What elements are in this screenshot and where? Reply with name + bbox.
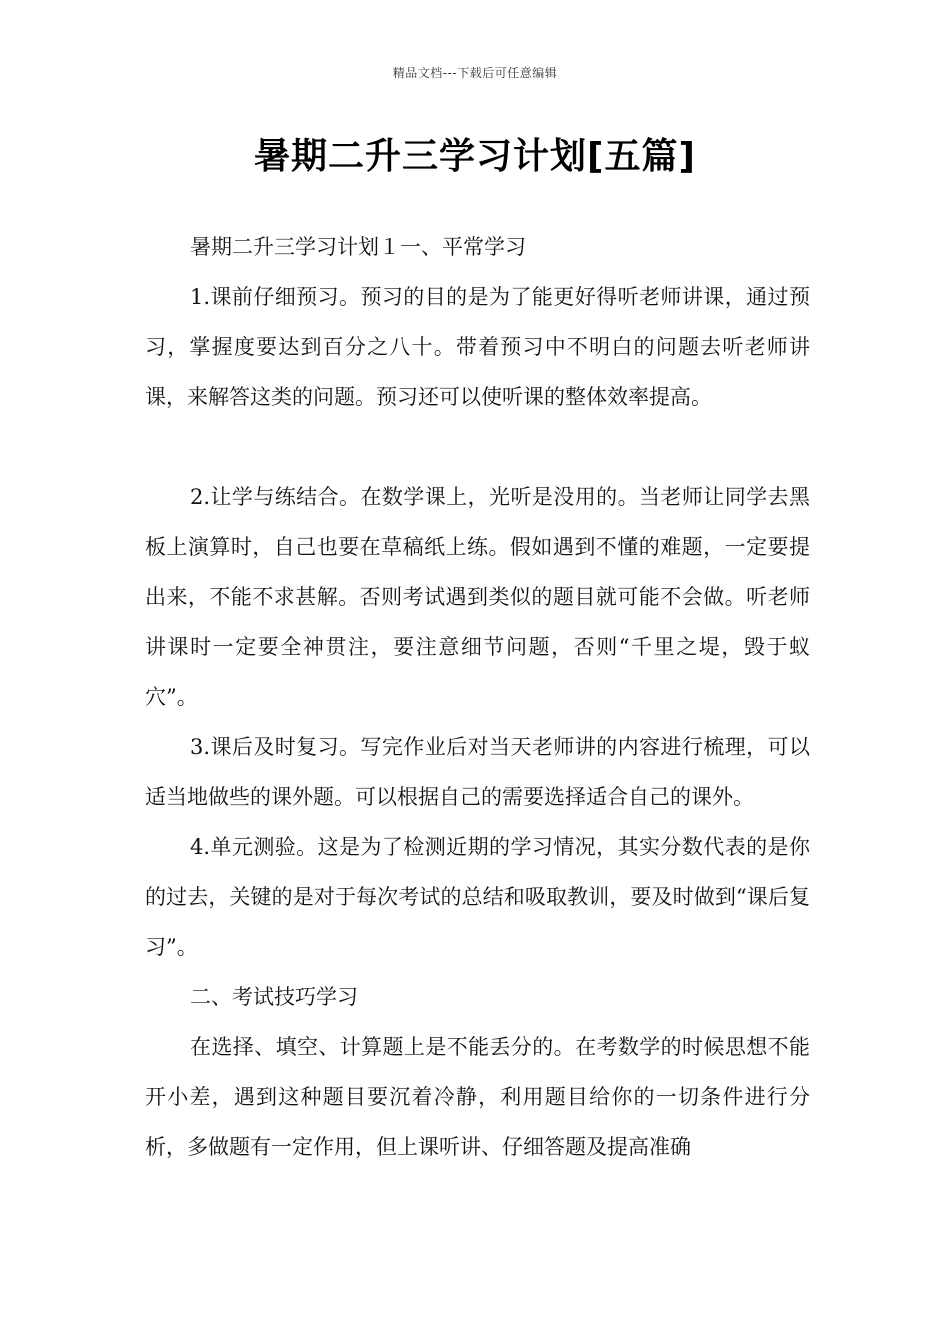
- paragraph-item-3: 3.课后及时复习。写完作业后对当天老师讲的内容进行梳理，可以适当地做些的课外题。可以根据自己的需要选择适合自己的课外。: [145, 735, 810, 809]
- document-title: 暑期二升三学习计划[五篇]: [254, 136, 696, 177]
- paragraph-item-1: 1.课前仔细预习。预习的目的是为了能更好得听老师讲课，通过预习，掌握度要达到百分之八十。带着预习中不明白的问题去听老师讲课，来解答这类的问题。预习还可以使听课的整体效率提高。: [145, 285, 810, 409]
- section-heading-2: 二、考试技巧学习: [190, 985, 358, 1009]
- header-note: 精品文档---下载后可任意编辑: [392, 66, 558, 80]
- paragraph-item-4: 4.单元测验。这是为了检测近期的学习情况，其实分数代表的是你的过去，关键的是对于每次考试的总结和吸取教训，要及时做到“课后复习”。: [145, 835, 810, 959]
- document-body: [145, 222, 810, 1172]
- paragraph-item-2: 2.让学与练结合。在数学课上，光听是没用的。当老师让同学去黑板上演算时，自己也要在草稿纸上练。假如遇到不懂的难题，一定要提出来，不能不求甚解。否则考试遇到类似的题目就可能不会做。听老师讲课时一定要全神贯注，要注意细节问题，否则“千里之堤，毁于蚁穴”。: [145, 485, 810, 709]
- paragraph-exam-tips: 在选择、填空、计算题上是不能丢分的。在考数学的时候思想不能开小差，遇到这种题目要沉着冷静，利用题目给你的一切条件进行分析，多做题有一定作用，但上课听讲、仔细答题及提高准确: [145, 1035, 810, 1159]
- paragraph-intro: 暑期二升三学习计划１一、平常学习: [190, 235, 526, 259]
